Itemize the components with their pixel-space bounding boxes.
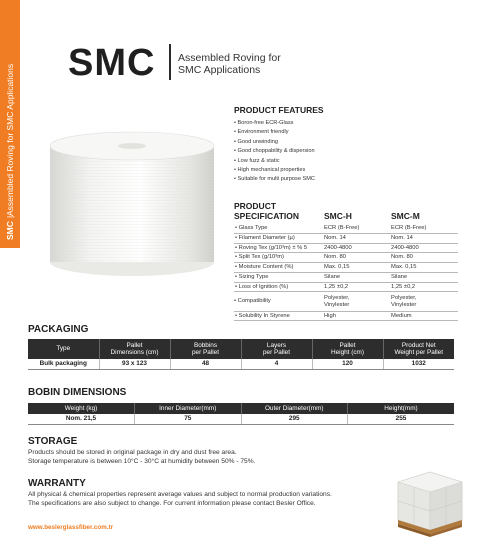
storage-line-2: Storage temperature is between 10°C - 30°C at humidity between 50% - 75%.	[28, 457, 256, 465]
spec-value-h: 2400-4800	[324, 243, 391, 253]
spec-table	[234, 224, 458, 321]
header-line: Bobbins	[193, 341, 218, 349]
features-list	[234, 119, 315, 185]
header-line: Height (cm)	[330, 349, 365, 356]
feature-item: • Low fuzz & static	[234, 157, 315, 166]
side-label-brand: SMC	[5, 221, 15, 240]
packaging-cell: 93 x 123	[99, 359, 170, 369]
packaging-cell: 48	[170, 359, 241, 369]
bobin-table	[28, 403, 454, 425]
spec-value-h-line-2: Vinylester	[324, 301, 350, 308]
packaging-row	[28, 359, 454, 369]
spec-row	[234, 243, 458, 253]
bobin-row	[28, 414, 454, 424]
spec-label: • Moisture Content (%)	[234, 263, 324, 273]
spec-value-m: 1,25 ±0,2	[391, 282, 458, 292]
spec-value-h-line-1: Polyester,	[324, 294, 350, 301]
side-label-text: Assembled Roving for SMC Applications	[5, 63, 15, 216]
spec-col-smc-h: SMC-H	[324, 211, 352, 221]
spec-value-m	[391, 292, 458, 311]
spec-label: • Compatibility	[234, 292, 324, 311]
header-line: per Pallet	[192, 349, 219, 356]
packaging-header	[170, 339, 241, 359]
warranty-line-1: All physical & chemical properties represent average values and subject to normal production variations.	[28, 491, 332, 498]
spec-row	[234, 263, 458, 273]
feature-item: • Good unwinding	[234, 138, 315, 147]
spec-label: • Loss of Ignition (%)	[234, 282, 324, 292]
side-label-separator: |	[5, 215, 15, 219]
warranty-text	[28, 491, 332, 508]
packaging-table	[28, 339, 454, 370]
bobin-header-row	[28, 403, 454, 414]
spec-value-h: ECR (B-Free)	[324, 224, 391, 233]
spec-value-m: ECR (B-Free)	[391, 224, 458, 233]
roving-bobbin-image	[48, 130, 216, 280]
spec-value-h: 1,25 ±0,2	[324, 282, 391, 292]
warranty-line-2: The specifications are also subject to change. For current information please contact Besler Office.	[28, 499, 316, 507]
warranty-heading: WARRANTY	[28, 478, 86, 489]
pallet-image	[392, 462, 468, 538]
bobin-cell: 255	[348, 414, 455, 424]
storage-heading: STORAGE	[28, 436, 78, 447]
header-line: Type	[56, 345, 71, 353]
bobin-heading: BOBIN DIMENSIONS	[28, 387, 127, 398]
header-line: Pallet	[339, 341, 356, 349]
website-link[interactable]: www.beslerglassfiber.com.tr	[28, 524, 114, 531]
spec-value-m: Nom. 80	[391, 253, 458, 263]
header-line: Product Net	[401, 341, 436, 349]
bobin-cell: 75	[135, 414, 242, 424]
feature-item: • Suitable for multi purpose SMC	[234, 175, 315, 184]
spec-row	[234, 233, 458, 243]
feature-item: • Good choppability & dispersion	[234, 147, 315, 156]
bobin-header: Height(mm)	[348, 403, 455, 414]
spec-value-m: Max. 0,15	[391, 263, 458, 273]
storage-text	[28, 449, 255, 466]
packaging-header	[241, 339, 312, 359]
features-heading: PRODUCT FEATURES	[234, 105, 324, 115]
spec-value-h: Max. 0,15	[324, 263, 391, 273]
spec-value-m: Silane	[391, 272, 458, 282]
page-subtitle	[178, 52, 281, 76]
spec-value-h: Silane	[324, 272, 391, 282]
subtitle-line-1: Assembled Roving for	[178, 52, 281, 64]
subtitle-line-2: SMC Applications	[178, 64, 261, 76]
spec-label: • Split Tex (g/10³m)	[234, 253, 324, 263]
feature-item: • Environment friendly	[234, 128, 315, 137]
spec-row	[234, 224, 458, 233]
packaging-heading: PACKAGING	[28, 324, 89, 335]
spec-heading-line-2: SPECIFICATION	[234, 211, 300, 221]
packaging-cell: 4	[241, 359, 312, 369]
header-line: Weight per Pallet	[394, 349, 444, 356]
spec-row	[234, 253, 458, 263]
page-title: SMC	[68, 42, 156, 84]
packaging-cell: Bulk packaging	[28, 359, 99, 369]
title-divider	[169, 44, 171, 80]
header-line: per Pallet	[263, 349, 290, 356]
packaging-header-row	[28, 339, 454, 359]
feature-item: • High mechanical properties	[234, 166, 315, 175]
packaging-cell: 1032	[383, 359, 454, 369]
header-line: Layers	[266, 341, 287, 349]
bobin-header: Inner Diameter(mm)	[135, 403, 242, 414]
packaging-cell: 120	[312, 359, 383, 369]
spec-row	[234, 272, 458, 282]
packaging-header	[312, 339, 383, 359]
bobin-header: Outer Diameter(mm)	[241, 403, 348, 414]
feature-item: • Boron-free ECR-Glass	[234, 119, 315, 128]
header-line: Pallet	[126, 341, 143, 349]
spec-label: • Roving Tex (g/10³m) ± % 5	[234, 243, 324, 253]
spec-label: • Glass Type	[234, 224, 324, 233]
spec-row	[234, 311, 458, 321]
spec-label: • Filament Diameter (µ)	[234, 233, 324, 243]
spec-value-h: High	[324, 311, 391, 321]
spec-value-m: 2400-4800	[391, 243, 458, 253]
side-label	[1, 8, 19, 240]
spec-value-m-line-1: Polyester,	[391, 294, 417, 301]
spec-label: • Solubility In Styrene	[234, 311, 324, 321]
bobin-cell: Nom. 21,5	[28, 414, 135, 424]
spec-label: • Sizing Type	[234, 272, 324, 282]
spec-value-h: Nom. 80	[324, 253, 391, 263]
spec-value-m: Medium	[391, 311, 458, 321]
packaging-header	[28, 339, 99, 359]
spec-value-m: Nom. 14	[391, 233, 458, 243]
spec-row	[234, 292, 458, 311]
spec-row	[234, 282, 458, 292]
packaging-header	[383, 339, 454, 359]
spec-value-h: Nom. 14	[324, 233, 391, 243]
spec-value-h	[324, 292, 391, 311]
spec-col-smc-m: SMC-M	[391, 211, 420, 221]
spec-heading-line-1: PRODUCT	[234, 201, 277, 211]
header-line: Dimensions (cm)	[110, 349, 159, 356]
spec-value-m-line-2: Vinylester	[391, 301, 417, 308]
bobin-header: Weight (kg)	[28, 403, 135, 414]
storage-line-1: Products should be stored in original package in dry and dust free area.	[28, 449, 237, 456]
packaging-header	[99, 339, 170, 359]
spec-heading	[234, 201, 299, 221]
bobin-cell: 295	[241, 414, 348, 424]
